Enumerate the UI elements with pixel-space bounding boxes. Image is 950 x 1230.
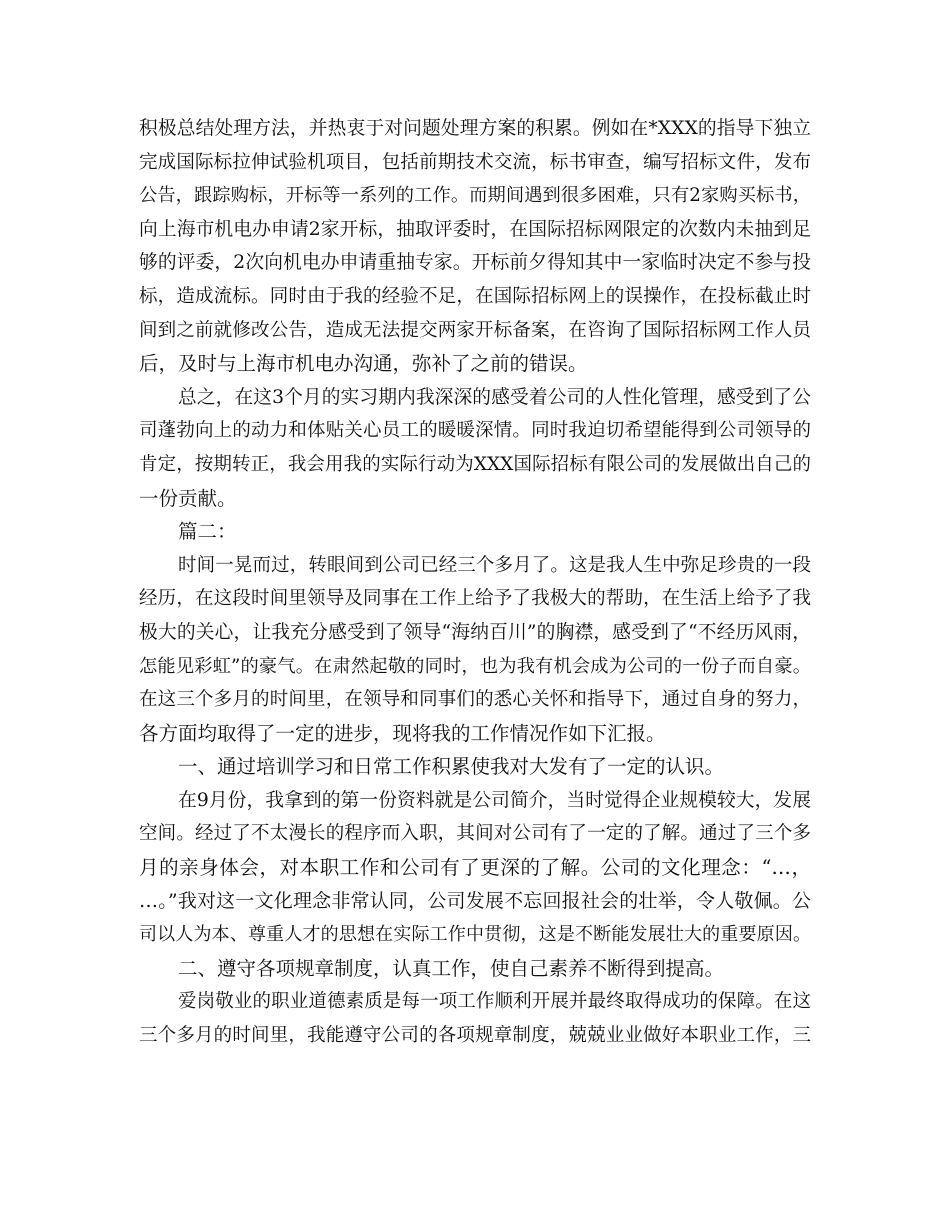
text-line: …。”我对这一文化理念非常认同，公司发展不忘回报社会的壮举，令人敬佩。公 — [139, 889, 811, 912]
text-line: 完成国际标拉伸试验机项目，包括前期技术交流，标书审查，编写招标文件，发布 — [139, 151, 811, 173]
text-line: 三个多月的时间里，我能遵守公司的各项规章制度，兢兢业业做好本职业工作，三 — [139, 1025, 811, 1047]
text-line: 怎能见彩虹”的豪气。在肃然起敬的同时，也为我有机会成为公司的一份子而自豪。 — [139, 655, 811, 677]
text-line: 司蓬勃向上的动力和体贴关心员工的暖暖深情。同时我迫切希望能得到公司领导的 — [139, 420, 811, 442]
document-page — [139, 112, 811, 1053]
text-line: 够的评委，2次向机电办申请重抽专家。开标前夕得知其中一家临时决定不参与投 — [139, 252, 811, 274]
text-line: 公告，跟踪购标，开标等一系列的工作。而期间遇到很多困难，只有2家购买标书， — [139, 185, 811, 207]
text-line: 总之，在这3个月的实习期内我深深的感受着公司的人性化管理，感受到了公 — [178, 386, 811, 408]
text-line: 空间。经过了不太漫长的程序而入职，其间对公司有了一定的了解。通过了三个多 — [139, 823, 811, 845]
text-line: 向上海市机电办申请2家开标，抽取评委时，在国际招标网限定的次数内未抽到足 — [139, 218, 811, 240]
text-line: 篇二： — [178, 520, 237, 544]
text-line: 时间一晃而过，转眼间到公司已经三个多月了。这是我人生中弥足珍贵的一段 — [178, 554, 811, 576]
text-line: 爱岗敬业的职业道德素质是每一项工作顺利开展并最终取得成功的保障。在这 — [178, 991, 811, 1013]
text-line: 各方面均取得了一定的进步，现将我的工作情况作如下汇报。 — [139, 721, 666, 745]
text-line: 经历，在这段时间里领导及同事在工作上给予了我极大的帮助，在生活上给予了我 — [139, 588, 811, 610]
text-line: 二、遵守各项规章制度，认真工作，使自己素养不断得到提高。 — [178, 956, 725, 980]
text-line: 司以人为本、尊重人才的思想在实际工作中贯彻，这是不断能发展壮大的重要原因。 — [139, 924, 811, 946]
text-line: 极大的关心，让我充分感受到了领导“海纳百川”的胸襟，感受到了“不经历风雨， — [139, 621, 811, 643]
text-line: 后，及时与上海市机电办沟通，弥补了之前的错误。 — [139, 352, 588, 376]
text-line: 间到之前就修改公告，造成无法提交两家开标备案，在咨询了国际招标网工作人员 — [139, 319, 811, 341]
text-line: 一份贡献。 — [139, 486, 237, 510]
text-line: 在这三个多月的时间里，在领导和同事们的悉心关怀和指导下，通过自身的努力， — [139, 689, 811, 711]
text-line: 一、通过培训学习和日常工作积累使我对大发有了一定的认识。 — [178, 755, 725, 779]
text-line: 肯定，按期转正，我会用我的实际行动为XXX国际招标有限公司的发展做出自己的 — [139, 453, 811, 475]
text-line: 在9月份，我拿到的第一份资料就是公司简介，当时觉得企业规模较大，发展 — [178, 789, 811, 811]
text-line: 积极总结处理方法，并热衷于对问题处理方案的积累。例如在*XXX的指导下独立 — [139, 118, 811, 139]
text-line: 标，造成流标。同时由于我的经验不足，在国际招标网上的误操作，在投标截止时 — [139, 285, 811, 307]
text-line: 月的亲身体会，对本职工作和公司有了更深的了解。公司的文化理念：“…， — [139, 856, 811, 880]
